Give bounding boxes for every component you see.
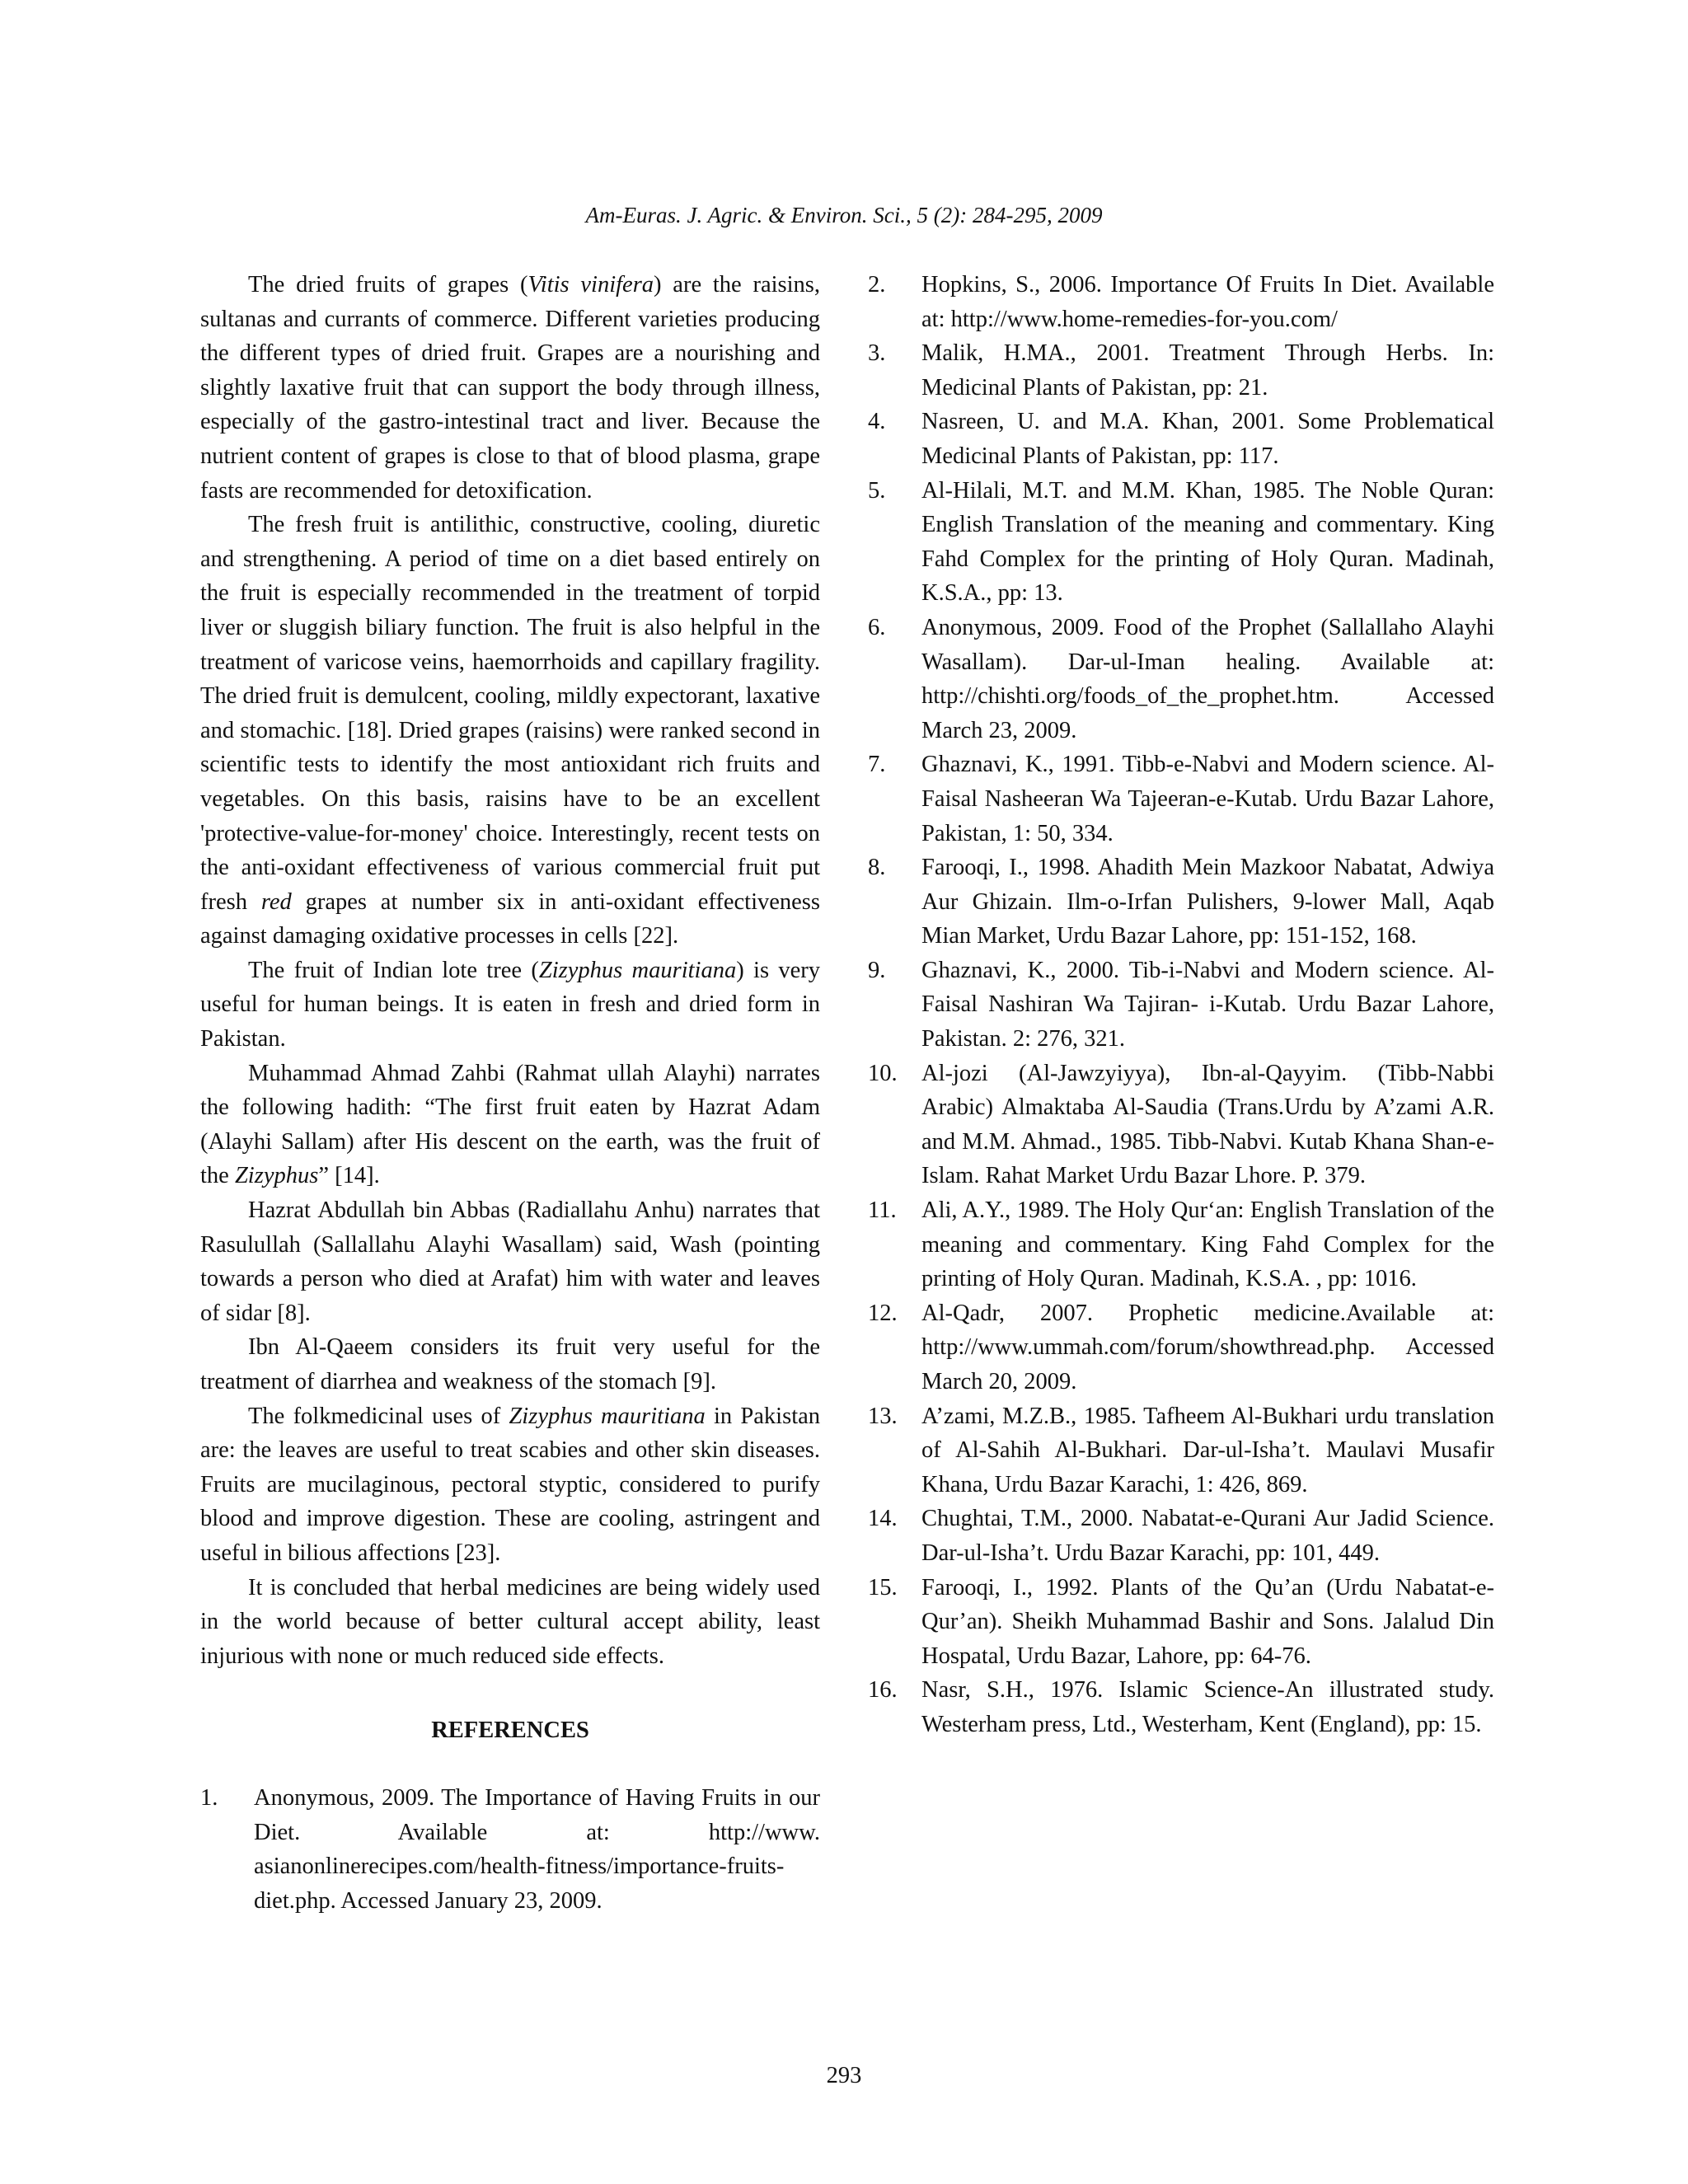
reference-item bbox=[868, 954, 1494, 1057]
reference-text: Al-jozi (Al-Jawzyiyya), Ibn-al-Qayyim. (Tibb-Nabbi Arabic) Almaktaba Al-Saudia (Trans.Urdu by A’zami A.R. and M.M. Ahmad., 1985. Tibb-Nabvi. Kutab Khana Shan-e-Islam. Rahat Market Urdu Bazar Lhore. P. 379. bbox=[921, 1060, 1494, 1189]
body-paragraph bbox=[200, 954, 820, 1057]
text-run: in Pakistan are: the leaves are useful to treat scabies and other skin diseases. Fruits are mucilaginous, pectoral styptic, considered to purify blood and improve digestion. These are cooling, astringent and useful in bilious affections [23]. bbox=[200, 1403, 821, 1566]
reference-number: 15. bbox=[868, 1574, 898, 1601]
reference-item bbox=[868, 1193, 1494, 1296]
reference-text: Al-Qadr, 2007. Prophetic medicine.Available at: http://www.ummah.com/forum/showthread.php. Accessed March 20, 2009. bbox=[921, 1300, 1494, 1394]
reference-number: 12. bbox=[868, 1300, 898, 1326]
reference-text: Ghaznavi, K., 2000. Tib-i-Nabvi and Modern science. Al-Faisal Nashiran Wa Tajiran- i-Kutab. Urdu Bazar Lahore, Pakistan. 2: 276, 321. bbox=[921, 957, 1494, 1052]
text-run: The fruit of Indian lote tree ( bbox=[248, 957, 539, 983]
reference-item bbox=[868, 336, 1494, 405]
reference-item bbox=[200, 1781, 820, 1918]
reference-item bbox=[868, 268, 1494, 336]
reference-item bbox=[868, 1502, 1494, 1570]
reference-item bbox=[868, 405, 1494, 473]
italic-term: Zizyphus bbox=[234, 1163, 319, 1189]
italic-term: Zizyphus mauritiana bbox=[538, 957, 737, 983]
reference-number: 16. bbox=[868, 1677, 898, 1704]
body-paragraph bbox=[200, 1193, 820, 1330]
reference-number: 8. bbox=[868, 855, 886, 881]
reference-text: Malik, H.MA., 2001. Treatment Through Herbs. In: Medicinal Plants of Pakistan, pp: 21. bbox=[921, 340, 1494, 401]
reference-text: A’zami, M.Z.B., 1985. Tafheem Al-Bukhari urdu translation of Al-Sahih Al-Bukhari. Dar-ul-Isha’t. Maulavi Musafir Khana, Urdu Bazar Karachi, 1: 426, 869. bbox=[921, 1403, 1494, 1497]
italic-term: Zizyphus mauritiana bbox=[509, 1403, 706, 1429]
text-run: ” [14]. bbox=[318, 1163, 380, 1189]
running-header: Am-Euras. J. Agric. & Environ. Sci., 5 (2): 284-295, 2009 bbox=[585, 203, 1103, 227]
right-column bbox=[868, 268, 1494, 1742]
reference-number: 11. bbox=[868, 1197, 897, 1224]
body-paragraph bbox=[200, 268, 820, 508]
body-paragraph bbox=[200, 508, 820, 954]
left-column bbox=[200, 268, 820, 1918]
reference-number: 2. bbox=[868, 272, 886, 298]
reference-item bbox=[868, 1571, 1494, 1674]
reference-item bbox=[868, 1057, 1494, 1193]
reference-text: Farooqi, I., 1992. Plants of the Qu’an (Urdu Nabatat-e-Qur’an). Sheikh Muhammad Bashir and Sons. Jalalud Din Hospatal, Urdu Bazar, Lahore, pp: 64-76. bbox=[921, 1574, 1494, 1669]
reference-text: Nasr, S.H., 1976. Islamic Science-An illustrated study. Westerham press, Ltd., Westerham, Kent (England), pp: 15. bbox=[921, 1677, 1494, 1737]
body-paragraph bbox=[200, 1399, 820, 1571]
reference-number: 1. bbox=[200, 1784, 218, 1811]
reference-item bbox=[868, 611, 1494, 748]
reference-text: Anonymous, 2009. Food of the Prophet (Sallallaho Alayhi Wasallam). Dar-ul-Iman healing. Available at: http://chishti.org/foods_of_the_prophet.htm. Accessed March 23, 2009. bbox=[921, 614, 1494, 743]
reference-text: Anonymous, 2009. The Importance of Having Fruits in our Diet. Available at: http://www. asianonlinerecipes.com/health-fitness/importance-fruits-diet.php. Accessed January 23, 2009. bbox=[254, 1784, 820, 1914]
reference-number: 13. bbox=[868, 1403, 898, 1429]
reference-item bbox=[868, 748, 1494, 851]
reference-item bbox=[868, 851, 1494, 954]
reference-text: Al-Hilali, M.T. and M.M. Khan, 1985. The Noble Quran: English Translation of the meaning and commentary. King Fahd Complex for the printing of Holy Quran. Madinah, K.S.A., pp: 13. bbox=[921, 477, 1494, 607]
italic-term: Vitis vinifera bbox=[528, 272, 654, 298]
references-list-left bbox=[200, 1781, 820, 1918]
reference-number: 3. bbox=[868, 340, 886, 367]
reference-number: 5. bbox=[868, 477, 886, 504]
reference-number: 6. bbox=[868, 614, 886, 640]
text-run: Hazrat Abdullah bin Abbas (Radiallahu Anhu) narrates that Rasulullah (Sallallahu Alayhi Wasallam) said, Wash (pointing towards a person who died at Arafat) him with water and leaves of sidar [8]. bbox=[200, 1197, 820, 1326]
reference-text: Farooqi, I., 1998. Ahadith Mein Mazkoor Nabatat, Adwiya Aur Ghizain. Ilm-o-Irfan Pulishers, 9-lower Mall, Aqab Mian Market, Urdu Bazar Lahore, pp: 151-152, 168. bbox=[921, 855, 1494, 949]
body-paragraph bbox=[200, 1057, 820, 1193]
reference-text: Chughtai, T.M., 2000. Nabatat-e-Qurani Aur Jadid Science. Dar-ul-Isha’t. Urdu Bazar Karachi, pp: 101, 449. bbox=[921, 1506, 1494, 1566]
reference-number: 4. bbox=[868, 409, 886, 435]
reference-text: Ali, A.Y., 1989. The Holy Qur‘an: English Translation of the meaning and commentary. King Fahd Complex for the printing of Holy Quran. Madinah, K.S.A. , pp: 1016. bbox=[921, 1197, 1494, 1292]
reference-text: Ghaznavi, K., 1991. Tibb-e-Nabvi and Modern science. Al-Faisal Nasheeran Wa Tajeeran-e-Kutab. Urdu Bazar Lahore, Pakistan, 1: 50, 334. bbox=[921, 752, 1494, 846]
page-number: 293 bbox=[826, 2063, 862, 2088]
reference-number: 7. bbox=[868, 752, 886, 778]
text-run: The folkmedicinal uses of bbox=[248, 1403, 509, 1429]
references-list-right bbox=[868, 268, 1494, 1742]
reference-text: Hopkins, S., 2006. Importance Of Fruits In Diet. Available at: http://www.home-remedies-for-you.com/ bbox=[921, 272, 1494, 332]
text-run: It is concluded that herbal medicines are being widely used in the world because of better cultural accept ability, least injurious with none or much reduced side effects. bbox=[200, 1574, 820, 1669]
text-run: Ibn Al-Qaeem considers its fruit very useful for the treatment of diarrhea and weakness of the stomach [9]. bbox=[200, 1334, 820, 1394]
reference-item bbox=[868, 1296, 1494, 1399]
reference-number: 10. bbox=[868, 1060, 898, 1086]
text-run: ) are the raisins, sultanas and currants of commerce. Different varieties producing the different types of dried fruit. Grapes are a nourishing and slightly laxative fruit that can support the body through illness, especially of the gastro-intestinal tract and liver. Because the nutrient content of grapes is close to that of blood plasma, grape fasts are recommended for detoxification. bbox=[200, 272, 820, 504]
reference-item bbox=[868, 1673, 1494, 1741]
text-run: grapes at number six in anti-oxidant effectiveness against damaging oxidative processes in cells [22]. bbox=[200, 888, 820, 949]
reference-text: Nasreen, U. and M.A. Khan, 2001. Some Problematical Medicinal Plants of Pakistan, pp: 117. bbox=[921, 409, 1494, 469]
italic-term: red bbox=[260, 888, 292, 915]
reference-item bbox=[868, 474, 1494, 611]
body-paragraphs bbox=[200, 268, 820, 1673]
text-run: ) is very useful for human beings. It is eaten in fresh and dried form in Pakistan. bbox=[200, 957, 820, 1052]
text-run: The fresh fruit is antilithic, constructive, cooling, diuretic and strengthening. A period of time on a diet based entirely on the fruit is especially recommended in the treatment of torpid liver or sluggish biliary function. The fruit is also helpful in the treatment of varicose veins, haemorrhoids and capillary fragility. The dried fruit is demulcent, cooling, mildly expectorant, laxative and stomachic. [18]. Dried grapes (raisins) were ranked second in scientific tests to identify the most antioxidant rich fruits and vegetables. On this basis, raisins have to be an excellent 'protective-value-for-money' choice. Interestingly, recent tests on the anti-oxidant effectiveness of various commercial fruit put fresh bbox=[200, 512, 820, 915]
body-paragraph bbox=[200, 1571, 820, 1674]
references-heading: REFERENCES bbox=[431, 1718, 589, 1744]
text-run: Muhammad Ahmad Zahbi (Rahmat ullah Alayhi) narrates the following hadith: “The first fruit eaten by Hazrat Adam (Alayhi Sallam) after His descent on the earth, was the fruit of the bbox=[200, 1060, 820, 1189]
reference-number: 14. bbox=[868, 1506, 898, 1532]
reference-number: 9. bbox=[868, 957, 886, 983]
reference-item bbox=[868, 1399, 1494, 1502]
body-paragraph bbox=[200, 1330, 820, 1399]
text-run: The dried fruits of grapes ( bbox=[248, 272, 528, 298]
